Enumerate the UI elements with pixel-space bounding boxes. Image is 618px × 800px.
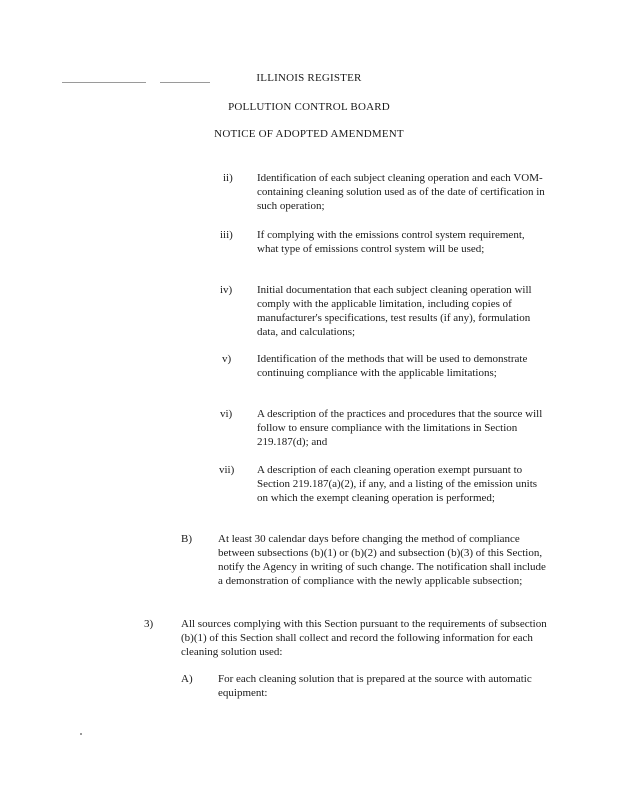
item-text: A description of each cleaning operation exempt pursuant to Section 219.187(a)(2), if any, and a listing of the emission units on which the exempt cleaning operation is performed; (257, 464, 538, 504)
item-text: At least 30 calendar days before changing the method of compliance between subsections (b)(1) or (b)(2) and subsection (b)(3) of this Section, notify the Agency in writing of such change. The notification shall include a demonstration of compliance with the newly applicable subsection; (218, 533, 546, 587)
item-label: v) (222, 353, 232, 365)
item-label: B) (181, 533, 192, 545)
board-title: POLLUTION CONTROL BOARD (228, 101, 390, 113)
item-label: 3) (144, 618, 154, 630)
item-text: A description of the practices and procedures that the source will follow to ensure compliance with the limitations in Section 219.187(d); and (257, 408, 543, 448)
item-label: iv) (220, 284, 233, 296)
item-label: vi) (220, 408, 233, 420)
register-title: ILLINOIS REGISTER (256, 72, 362, 84)
item-text: If complying with the emissions control system requirement, what type of emissions control system will be used; (257, 229, 525, 255)
item-text: All sources complying with this Section pursuant to the requirements of subsection (b)(1) of this Section shall collect and record the following information for each cleaning solution used: (181, 618, 547, 658)
item-label: A) (181, 673, 193, 685)
item-text: For each cleaning solution that is prepared at the source with automatic equipment: (218, 673, 532, 699)
scan-speck (80, 733, 82, 735)
item-text: Initial documentation that each subject cleaning operation will comply with the applicable limitation, including copies of manufacturer's specifications, test results (if any), formulation data, and calculations; (257, 284, 532, 338)
item-label: vii) (219, 464, 235, 476)
item-text: Identification of the methods that will be used to demonstrate continuing compliance with the applicable limitations; (257, 353, 528, 379)
item-label: iii) (220, 229, 233, 241)
item-label: ii) (223, 172, 233, 184)
notice-title: NOTICE OF ADOPTED AMENDMENT (214, 128, 404, 140)
item-text: Identification of each subject cleaning operation and each VOM-containing cleaning solution used as of the date of certification in such operation; (257, 172, 545, 212)
